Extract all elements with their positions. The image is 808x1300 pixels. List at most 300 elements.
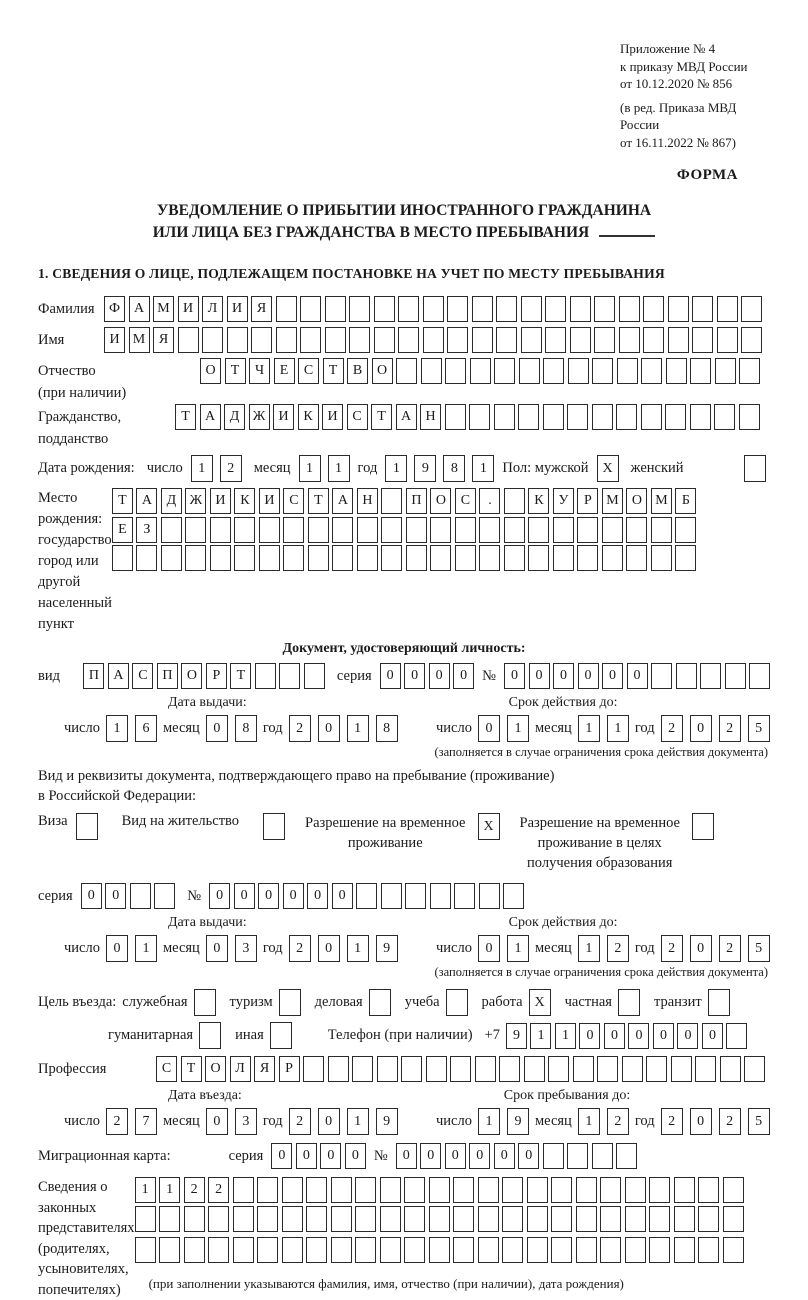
- char-cell[interactable]: 0: [553, 663, 574, 689]
- char-cell[interactable]: 0: [345, 1143, 366, 1169]
- char-cell[interactable]: З: [136, 517, 157, 543]
- char-cell[interactable]: [521, 327, 542, 353]
- char-cell[interactable]: [570, 296, 591, 322]
- char-cell[interactable]: А: [129, 296, 150, 322]
- char-cell[interactable]: [472, 327, 493, 353]
- char-cell[interactable]: [543, 358, 564, 384]
- char-cell[interactable]: [276, 327, 297, 353]
- char-cell[interactable]: [381, 545, 402, 571]
- char-cell[interactable]: [643, 327, 664, 353]
- char-cell[interactable]: [423, 327, 444, 353]
- char-cell[interactable]: [567, 404, 588, 430]
- char-cell[interactable]: П: [83, 663, 104, 689]
- char-cell[interactable]: С: [283, 488, 304, 514]
- char-cell[interactable]: [332, 517, 353, 543]
- char-cell[interactable]: [594, 296, 615, 322]
- char-cell[interactable]: 1: [347, 715, 369, 742]
- char-cell[interactable]: 0: [271, 1143, 292, 1169]
- char-cell[interactable]: [690, 404, 711, 430]
- char-cell[interactable]: О: [205, 1056, 226, 1082]
- char-cell[interactable]: [374, 296, 395, 322]
- char-cell[interactable]: 0: [81, 883, 102, 909]
- char-cell[interactable]: С: [455, 488, 476, 514]
- char-cell[interactable]: [625, 1206, 646, 1232]
- char-cell[interactable]: 5: [748, 715, 770, 742]
- char-cell[interactable]: [504, 488, 525, 514]
- char-cell[interactable]: [602, 517, 623, 543]
- char-cell[interactable]: [717, 296, 738, 322]
- char-cell[interactable]: 0: [318, 715, 340, 742]
- char-cell[interactable]: 2: [719, 935, 741, 962]
- char-cell[interactable]: 0: [469, 1143, 490, 1169]
- char-cell[interactable]: 2: [208, 1177, 229, 1203]
- char-cell[interactable]: [545, 327, 566, 353]
- char-cell[interactable]: [528, 517, 549, 543]
- char-cell[interactable]: 0: [690, 715, 712, 742]
- char-cell[interactable]: [352, 1056, 373, 1082]
- char-cell[interactable]: [430, 545, 451, 571]
- char-cell[interactable]: [600, 1237, 621, 1263]
- char-cell[interactable]: 0: [494, 1143, 515, 1169]
- char-cell[interactable]: 9: [506, 1023, 527, 1049]
- char-cell[interactable]: Т: [112, 488, 133, 514]
- char-cell[interactable]: С: [132, 663, 153, 689]
- char-cell[interactable]: [208, 1206, 229, 1232]
- char-cell[interactable]: [270, 1022, 292, 1049]
- char-cell[interactable]: [692, 296, 713, 322]
- char-cell[interactable]: [674, 1206, 695, 1232]
- char-cell[interactable]: О: [626, 488, 647, 514]
- char-cell[interactable]: [600, 1177, 621, 1203]
- char-cell[interactable]: [332, 545, 353, 571]
- char-cell[interactable]: [355, 1177, 376, 1203]
- char-cell[interactable]: [398, 327, 419, 353]
- char-cell[interactable]: 9: [376, 1108, 398, 1135]
- char-cell[interactable]: [528, 545, 549, 571]
- char-cell[interactable]: [404, 1177, 425, 1203]
- char-cell[interactable]: 0: [283, 883, 304, 909]
- char-cell[interactable]: 0: [206, 935, 228, 962]
- char-cell[interactable]: [651, 663, 672, 689]
- char-cell[interactable]: Р: [206, 663, 227, 689]
- char-cell[interactable]: [668, 296, 689, 322]
- char-cell[interactable]: О: [181, 663, 202, 689]
- char-cell[interactable]: [135, 1206, 156, 1232]
- char-cell[interactable]: 1: [135, 1177, 156, 1203]
- char-cell[interactable]: 2: [289, 1108, 311, 1135]
- char-cell[interactable]: [504, 545, 525, 571]
- char-cell[interactable]: 1: [578, 715, 600, 742]
- char-cell[interactable]: 1: [472, 455, 494, 482]
- char-cell[interactable]: И: [178, 296, 199, 322]
- char-cell[interactable]: [649, 1237, 670, 1263]
- char-cell[interactable]: [303, 1056, 324, 1082]
- char-cell[interactable]: [76, 813, 98, 840]
- char-cell[interactable]: К: [298, 404, 319, 430]
- char-cell[interactable]: [548, 1056, 569, 1082]
- char-cell[interactable]: [454, 883, 475, 909]
- char-cell[interactable]: [161, 517, 182, 543]
- char-cell[interactable]: [597, 1056, 618, 1082]
- char-cell[interactable]: [210, 545, 231, 571]
- char-cell[interactable]: [356, 883, 377, 909]
- char-cell[interactable]: [202, 327, 223, 353]
- char-cell[interactable]: [576, 1206, 597, 1232]
- char-cell[interactable]: [503, 883, 524, 909]
- char-cell[interactable]: 1: [578, 1108, 600, 1135]
- char-cell[interactable]: [255, 663, 276, 689]
- char-cell[interactable]: [543, 404, 564, 430]
- char-cell[interactable]: [355, 1206, 376, 1232]
- char-cell[interactable]: Я: [153, 327, 174, 353]
- char-cell[interactable]: [622, 1056, 643, 1082]
- char-cell[interactable]: 0: [627, 663, 648, 689]
- char-cell[interactable]: А: [136, 488, 157, 514]
- char-cell[interactable]: Т: [323, 358, 344, 384]
- char-cell[interactable]: .: [479, 488, 500, 514]
- char-cell[interactable]: [619, 296, 640, 322]
- char-cell[interactable]: [380, 1206, 401, 1232]
- char-cell[interactable]: 0: [478, 715, 500, 742]
- char-cell[interactable]: [715, 358, 736, 384]
- char-cell[interactable]: [380, 1177, 401, 1203]
- char-cell[interactable]: [576, 1177, 597, 1203]
- char-cell[interactable]: [692, 327, 713, 353]
- char-cell[interactable]: [161, 545, 182, 571]
- char-cell[interactable]: [744, 1056, 765, 1082]
- char-cell[interactable]: А: [200, 404, 221, 430]
- char-cell[interactable]: [406, 545, 427, 571]
- char-cell[interactable]: Е: [274, 358, 295, 384]
- char-cell[interactable]: И: [273, 404, 294, 430]
- char-cell[interactable]: [502, 1177, 523, 1203]
- char-cell[interactable]: [551, 1237, 572, 1263]
- char-cell[interactable]: [502, 1206, 523, 1232]
- char-cell[interactable]: [233, 1206, 254, 1232]
- char-cell[interactable]: 0: [380, 663, 401, 689]
- char-cell[interactable]: [331, 1206, 352, 1232]
- char-cell[interactable]: 2: [661, 715, 683, 742]
- char-cell[interactable]: [251, 327, 272, 353]
- char-cell[interactable]: 2: [106, 1108, 128, 1135]
- char-cell[interactable]: П: [157, 663, 178, 689]
- char-cell[interactable]: [723, 1237, 744, 1263]
- char-cell[interactable]: [453, 1177, 474, 1203]
- char-cell[interactable]: [698, 1206, 719, 1232]
- char-cell[interactable]: Р: [279, 1056, 300, 1082]
- char-cell[interactable]: [675, 545, 696, 571]
- char-cell[interactable]: Т: [181, 1056, 202, 1082]
- char-cell[interactable]: [521, 296, 542, 322]
- char-cell[interactable]: [478, 1237, 499, 1263]
- char-cell[interactable]: [641, 404, 662, 430]
- char-cell[interactable]: [646, 1056, 667, 1082]
- char-cell[interactable]: 0: [579, 1023, 600, 1049]
- char-cell[interactable]: [257, 1177, 278, 1203]
- char-cell[interactable]: Т: [308, 488, 329, 514]
- char-cell[interactable]: [592, 1143, 613, 1169]
- char-cell[interactable]: [306, 1237, 327, 1263]
- char-cell[interactable]: Н: [420, 404, 441, 430]
- char-cell[interactable]: Б: [675, 488, 696, 514]
- char-cell[interactable]: 0: [445, 1143, 466, 1169]
- char-cell[interactable]: 0: [307, 883, 328, 909]
- char-cell[interactable]: [331, 1237, 352, 1263]
- char-cell[interactable]: [568, 358, 589, 384]
- char-cell[interactable]: 0: [258, 883, 279, 909]
- char-cell[interactable]: [233, 1177, 254, 1203]
- char-cell[interactable]: 6: [135, 715, 157, 742]
- char-cell[interactable]: Д: [224, 404, 245, 430]
- char-cell[interactable]: [592, 404, 613, 430]
- char-cell[interactable]: Р: [577, 488, 598, 514]
- char-cell[interactable]: [404, 1206, 425, 1232]
- char-cell[interactable]: [447, 296, 468, 322]
- char-cell[interactable]: 0: [318, 935, 340, 962]
- char-cell[interactable]: 1: [347, 1108, 369, 1135]
- char-cell[interactable]: [618, 989, 640, 1016]
- char-cell[interactable]: [263, 813, 285, 840]
- char-cell[interactable]: С: [298, 358, 319, 384]
- char-cell[interactable]: [259, 545, 280, 571]
- char-cell[interactable]: [328, 1056, 349, 1082]
- char-cell[interactable]: Я: [254, 1056, 275, 1082]
- char-cell[interactable]: [698, 1237, 719, 1263]
- char-cell[interactable]: [626, 517, 647, 543]
- char-cell[interactable]: [357, 517, 378, 543]
- char-cell[interactable]: 0: [504, 663, 525, 689]
- char-cell[interactable]: 0: [653, 1023, 674, 1049]
- char-cell[interactable]: [446, 989, 468, 1016]
- char-cell[interactable]: [714, 404, 735, 430]
- char-cell[interactable]: [502, 1237, 523, 1263]
- char-cell[interactable]: [551, 1206, 572, 1232]
- char-cell[interactable]: [478, 1206, 499, 1232]
- char-cell[interactable]: [619, 327, 640, 353]
- char-cell[interactable]: [355, 1237, 376, 1263]
- char-cell[interactable]: [749, 663, 770, 689]
- char-cell[interactable]: [496, 327, 517, 353]
- char-cell[interactable]: [470, 358, 491, 384]
- char-cell[interactable]: 5: [748, 1108, 770, 1135]
- char-cell[interactable]: [421, 358, 442, 384]
- char-cell[interactable]: [199, 1022, 221, 1049]
- char-cell[interactable]: [527, 1177, 548, 1203]
- char-cell[interactable]: [429, 1177, 450, 1203]
- char-cell[interactable]: [717, 327, 738, 353]
- char-cell[interactable]: [455, 545, 476, 571]
- char-cell[interactable]: Я: [251, 296, 272, 322]
- char-cell[interactable]: И: [210, 488, 231, 514]
- char-cell[interactable]: [625, 1177, 646, 1203]
- char-cell[interactable]: 2: [661, 1108, 683, 1135]
- char-cell[interactable]: [304, 663, 325, 689]
- char-cell[interactable]: 1: [507, 715, 529, 742]
- char-cell[interactable]: [527, 1237, 548, 1263]
- char-cell[interactable]: 1: [607, 715, 629, 742]
- char-cell[interactable]: И: [322, 404, 343, 430]
- char-cell[interactable]: [651, 545, 672, 571]
- char-cell[interactable]: [426, 1056, 447, 1082]
- char-cell[interactable]: [445, 358, 466, 384]
- char-cell[interactable]: [159, 1237, 180, 1263]
- char-cell[interactable]: [130, 883, 151, 909]
- char-cell[interactable]: [665, 404, 686, 430]
- char-cell[interactable]: [676, 663, 697, 689]
- char-cell[interactable]: [577, 517, 598, 543]
- char-cell[interactable]: 8: [235, 715, 257, 742]
- char-cell[interactable]: Ф: [104, 296, 125, 322]
- char-cell[interactable]: [227, 327, 248, 353]
- char-cell[interactable]: [739, 358, 760, 384]
- char-cell[interactable]: 3: [235, 935, 257, 962]
- char-cell[interactable]: 2: [607, 935, 629, 962]
- char-cell[interactable]: О: [372, 358, 393, 384]
- char-cell[interactable]: [641, 358, 662, 384]
- char-cell[interactable]: [430, 883, 451, 909]
- char-cell[interactable]: 2: [220, 455, 242, 482]
- char-cell[interactable]: [282, 1206, 303, 1232]
- char-cell[interactable]: 0: [396, 1143, 417, 1169]
- char-cell[interactable]: [282, 1237, 303, 1263]
- char-cell[interactable]: 1: [578, 935, 600, 962]
- char-cell[interactable]: [396, 358, 417, 384]
- char-cell[interactable]: [692, 813, 714, 840]
- char-cell[interactable]: [577, 545, 598, 571]
- char-cell[interactable]: [325, 327, 346, 353]
- char-cell[interactable]: [573, 1056, 594, 1082]
- char-cell[interactable]: М: [602, 488, 623, 514]
- char-cell[interactable]: [279, 989, 301, 1016]
- char-cell[interactable]: [616, 404, 637, 430]
- char-cell[interactable]: [308, 517, 329, 543]
- char-cell[interactable]: [429, 1237, 450, 1263]
- char-cell[interactable]: [377, 1056, 398, 1082]
- char-cell[interactable]: 0: [478, 935, 500, 962]
- char-cell[interactable]: Т: [175, 404, 196, 430]
- char-cell[interactable]: [447, 327, 468, 353]
- char-cell[interactable]: [184, 1237, 205, 1263]
- char-cell[interactable]: 9: [414, 455, 436, 482]
- char-cell[interactable]: 3: [235, 1108, 257, 1135]
- char-cell[interactable]: [300, 296, 321, 322]
- char-cell[interactable]: 0: [578, 663, 599, 689]
- char-cell[interactable]: Т: [371, 404, 392, 430]
- char-cell[interactable]: [381, 517, 402, 543]
- char-cell[interactable]: [404, 1237, 425, 1263]
- char-cell[interactable]: 0: [296, 1143, 317, 1169]
- char-cell[interactable]: X: [478, 813, 500, 840]
- char-cell[interactable]: 0: [320, 1143, 341, 1169]
- char-cell[interactable]: 1: [385, 455, 407, 482]
- char-cell[interactable]: [257, 1237, 278, 1263]
- char-cell[interactable]: А: [396, 404, 417, 430]
- char-cell[interactable]: [475, 1056, 496, 1082]
- char-cell[interactable]: [519, 358, 540, 384]
- char-cell[interactable]: [543, 1143, 564, 1169]
- char-cell[interactable]: [524, 1056, 545, 1082]
- char-cell[interactable]: [453, 1206, 474, 1232]
- char-cell[interactable]: А: [332, 488, 353, 514]
- char-cell[interactable]: 2: [289, 935, 311, 962]
- char-cell[interactable]: [675, 517, 696, 543]
- char-cell[interactable]: [283, 517, 304, 543]
- char-cell[interactable]: [306, 1177, 327, 1203]
- char-cell[interactable]: [741, 296, 762, 322]
- char-cell[interactable]: 0: [518, 1143, 539, 1169]
- char-cell[interactable]: [472, 296, 493, 322]
- char-cell[interactable]: [479, 545, 500, 571]
- char-cell[interactable]: [553, 545, 574, 571]
- char-cell[interactable]: [234, 545, 255, 571]
- char-cell[interactable]: [445, 404, 466, 430]
- char-cell[interactable]: М: [651, 488, 672, 514]
- char-cell[interactable]: Е: [112, 517, 133, 543]
- char-cell[interactable]: Т: [230, 663, 251, 689]
- char-cell[interactable]: У: [553, 488, 574, 514]
- char-cell[interactable]: С: [347, 404, 368, 430]
- char-cell[interactable]: [349, 327, 370, 353]
- char-cell[interactable]: [159, 1206, 180, 1232]
- char-cell[interactable]: Л: [202, 296, 223, 322]
- char-cell[interactable]: [357, 545, 378, 571]
- char-cell[interactable]: [479, 883, 500, 909]
- char-cell[interactable]: [671, 1056, 692, 1082]
- char-cell[interactable]: 1: [135, 935, 157, 962]
- char-cell[interactable]: [136, 545, 157, 571]
- char-cell[interactable]: Ж: [249, 404, 270, 430]
- char-cell[interactable]: 7: [135, 1108, 157, 1135]
- char-cell[interactable]: 0: [677, 1023, 698, 1049]
- char-cell[interactable]: 0: [206, 1108, 228, 1135]
- char-cell[interactable]: [643, 296, 664, 322]
- char-cell[interactable]: [690, 358, 711, 384]
- char-cell[interactable]: К: [234, 488, 255, 514]
- char-cell[interactable]: В: [347, 358, 368, 384]
- char-cell[interactable]: [405, 883, 426, 909]
- char-cell[interactable]: 0: [106, 935, 128, 962]
- char-cell[interactable]: [499, 1056, 520, 1082]
- char-cell[interactable]: 2: [607, 1108, 629, 1135]
- char-cell[interactable]: 1: [299, 455, 321, 482]
- char-cell[interactable]: И: [227, 296, 248, 322]
- char-cell[interactable]: [567, 1143, 588, 1169]
- char-cell[interactable]: 9: [507, 1108, 529, 1135]
- char-cell[interactable]: Ч: [249, 358, 270, 384]
- char-cell[interactable]: [210, 517, 231, 543]
- char-cell[interactable]: [666, 358, 687, 384]
- char-cell[interactable]: [674, 1177, 695, 1203]
- char-cell[interactable]: [494, 404, 515, 430]
- char-cell[interactable]: 0: [453, 663, 474, 689]
- char-cell[interactable]: [741, 327, 762, 353]
- char-cell[interactable]: [592, 358, 613, 384]
- char-cell[interactable]: [651, 517, 672, 543]
- char-cell[interactable]: [276, 296, 297, 322]
- char-cell[interactable]: 2: [719, 1108, 741, 1135]
- char-cell[interactable]: [112, 545, 133, 571]
- char-cell[interactable]: С: [156, 1056, 177, 1082]
- char-cell[interactable]: [723, 1206, 744, 1232]
- char-cell[interactable]: [398, 296, 419, 322]
- char-cell[interactable]: 0: [318, 1108, 340, 1135]
- char-cell[interactable]: 8: [376, 715, 398, 742]
- char-cell[interactable]: [723, 1177, 744, 1203]
- char-cell[interactable]: [478, 1177, 499, 1203]
- char-cell[interactable]: 8: [443, 455, 465, 482]
- char-cell[interactable]: [602, 545, 623, 571]
- char-cell[interactable]: [496, 296, 517, 322]
